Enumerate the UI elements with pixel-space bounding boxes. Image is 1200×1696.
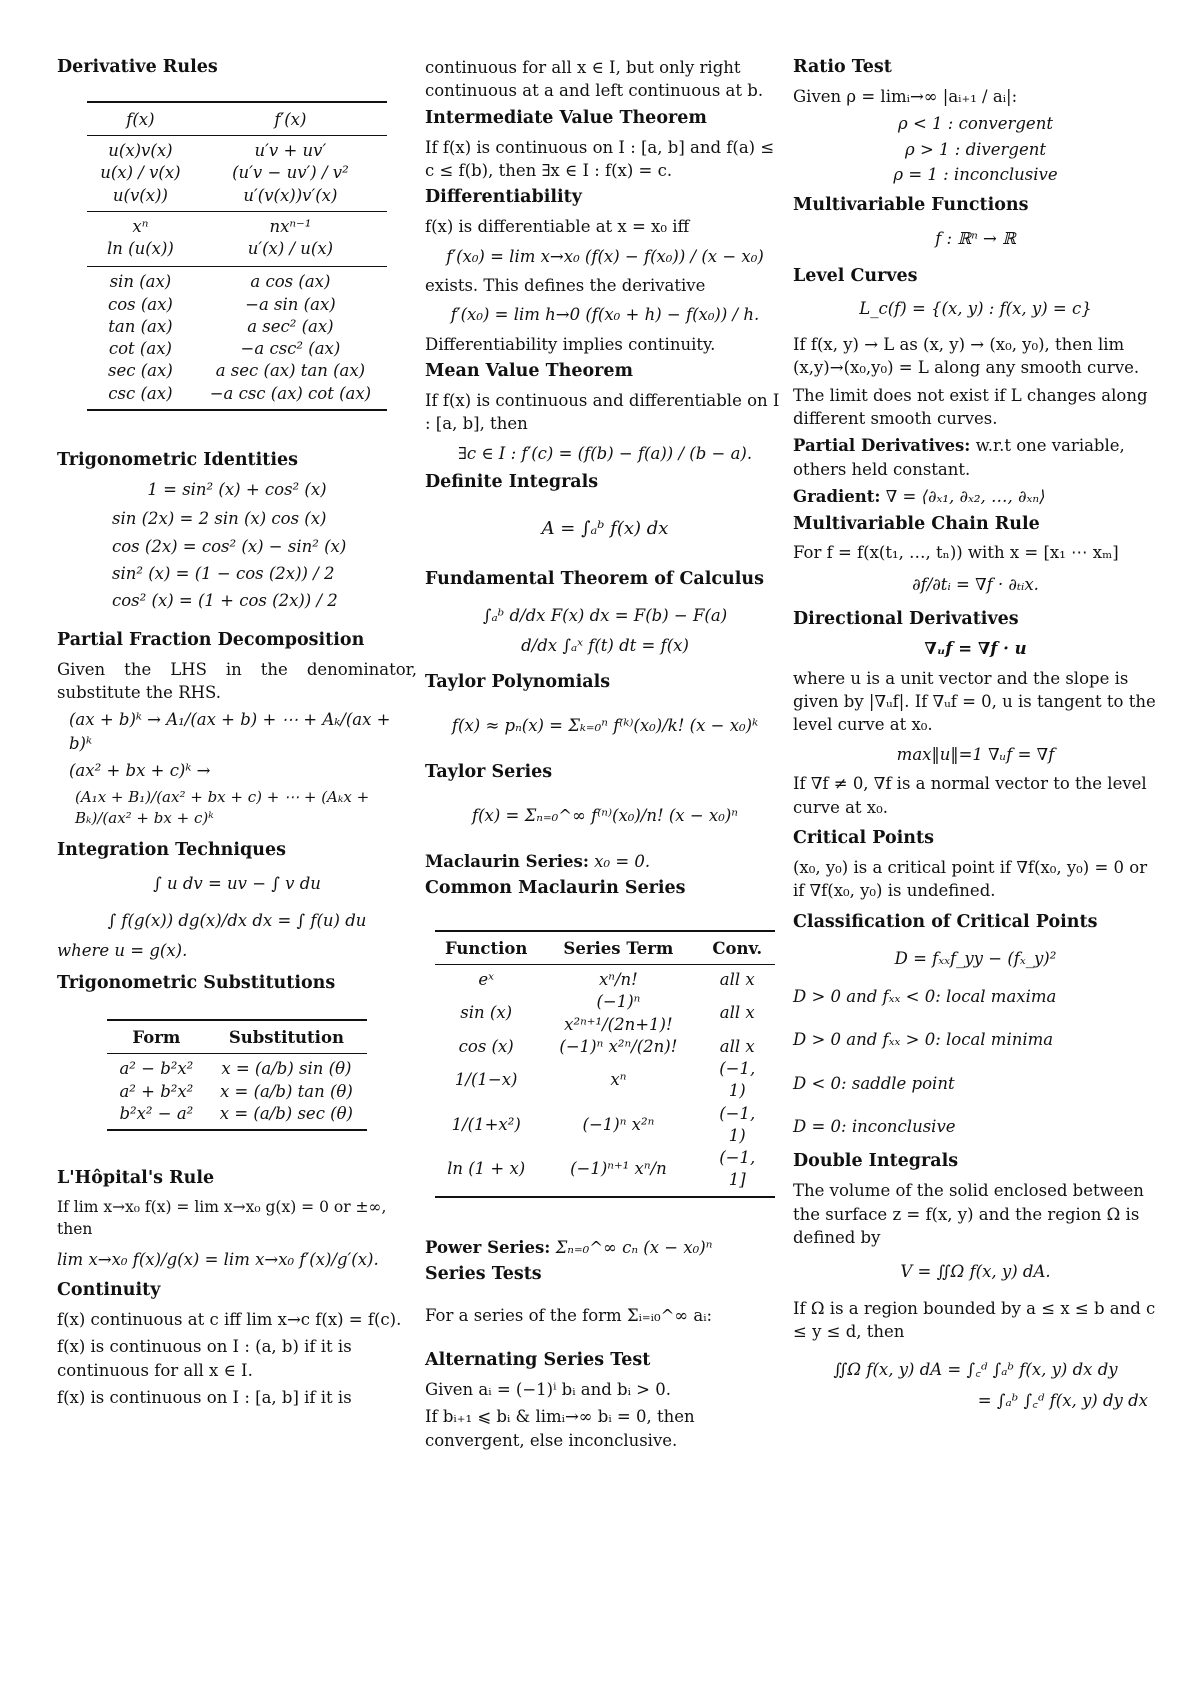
- table-cell: x = (a/b) sin (θ): [221, 1059, 352, 1079]
- trig-sub-table: [107, 1019, 367, 1131]
- table-cell: xⁿ: [610, 1070, 627, 1090]
- table-cell: a sec² (ax): [247, 316, 334, 336]
- ratio-case: ρ = 1 : inconclusive: [893, 165, 1058, 185]
- table-row: [107, 1103, 367, 1130]
- table-row: [87, 267, 387, 294]
- partial-fraction-text: Given the LHS in the denominator, substitute the RHS.: [57, 659, 417, 702]
- section-title-taylor-poly: Taylor Polynomials: [425, 672, 611, 693]
- chain-text: For f = f(x(t₁, …, tₙ)) with x = [x₁ ⋯ xₘ]: [793, 543, 1119, 563]
- level-text: The limit does not exist if L changes along different smooth curves.: [793, 385, 1148, 429]
- maclaurin-label: Maclaurin Series:: [425, 851, 589, 871]
- table-cell: sin (x): [460, 1003, 513, 1023]
- classification-case: D < 0: saddle point: [793, 1073, 955, 1093]
- section-title-derivative-rules: Derivative Rules: [57, 57, 218, 77]
- classification-equation: D = fₓₓf_yy − (fₓ_y)²: [894, 949, 1057, 969]
- table-cell: u′(x) / u(x): [247, 239, 334, 259]
- table-row: [87, 238, 387, 267]
- table-row: [435, 964, 775, 991]
- trig-identity-equation: cos (2x) = cos² (x) − sin² (x): [112, 536, 347, 556]
- table-cell: −a csc (ax) cot (ax): [209, 383, 372, 403]
- classification-case: D > 0 and fₓₓ > 0: local minima: [793, 1030, 1054, 1050]
- table-row: [435, 1058, 775, 1103]
- table-cell: cos (x): [458, 1036, 514, 1056]
- table-row: [87, 162, 387, 184]
- mvt-text: If f(x) is continuous and differentiable on I : [a, b], then: [425, 391, 780, 434]
- table-cell: (u′v − uv′) / v²: [232, 163, 349, 183]
- column-3: [793, 56, 1158, 1419]
- section-title-definite: Definite Integrals: [425, 472, 599, 493]
- section-title-classification: Classification of Critical Points: [793, 911, 1098, 932]
- table-header-cell: Form: [132, 1028, 181, 1048]
- table-row: [107, 1081, 367, 1103]
- table-row: [87, 136, 387, 163]
- table-cell: nxⁿ⁻¹: [269, 216, 312, 236]
- taylor-polynomial-equation: f(x) ≈ pₙ(x) = Σₖ₌₀ⁿ f⁽ᵏ⁾(x₀)/k! (x − x₀)ᵏ: [451, 715, 759, 735]
- section-title-taylor-series: Taylor Series: [425, 762, 553, 783]
- differentiability-text: exists. This defines the derivative: [425, 276, 706, 296]
- section-title-ftc: Fundamental Theorem of Calculus: [425, 568, 765, 589]
- table-row: [87, 185, 387, 212]
- table-cell: u(x) / v(x): [100, 163, 181, 183]
- multivar-equation: f : ℝⁿ → ℝ: [935, 229, 1016, 249]
- table-cell: eˣ: [478, 969, 494, 989]
- table-row: [435, 1036, 775, 1058]
- double-text: If Ω is a region bounded by a ≤ x ≤ b and c ≤ y ≤ d, then: [793, 1298, 1156, 1342]
- table-cell: ln (u(x)): [106, 239, 174, 259]
- partial-line: [793, 434, 1158, 481]
- directional-text: where u is a unit vector and the slope is given by |∇ᵤf|. If ∇ᵤf = 0, u is tangent to the level curve at x₀.: [793, 668, 1156, 735]
- table-cell: xⁿ/n!: [598, 969, 638, 989]
- table-cell: b²x² − a²: [119, 1103, 194, 1123]
- table-row: [435, 991, 775, 1036]
- table-cell: a sec (ax) tan (ax): [215, 361, 366, 381]
- double-text: The volume of the solid enclosed between the surface z = f(x, y) and the region Ω is defined by: [793, 1181, 1144, 1248]
- gradient-line: [793, 485, 1158, 508]
- table-cell: all x: [719, 1003, 755, 1023]
- power-series-eq: Σₙ₌₀^∞ cₙ (x − x₀)ⁿ: [555, 1237, 713, 1257]
- partial-text: w.r.t one variable, others held constant.: [793, 436, 1125, 479]
- maclaurin-line: [425, 850, 785, 873]
- partial-label: Partial Derivatives:: [793, 436, 971, 456]
- classification-case: D = 0: inconclusive: [793, 1117, 956, 1137]
- table-cell: (−1)ⁿ x²ⁿ⁺¹/(2n+1)!: [564, 992, 673, 1034]
- maclaurin-table: [435, 930, 775, 1198]
- table-cell: (−1)ⁿ x²ⁿ: [582, 1114, 655, 1134]
- table-cell: a² − b²x²: [119, 1059, 194, 1079]
- section-title-alt-series: Alternating Series Test: [425, 1350, 651, 1371]
- ratio-case: ρ < 1 : convergent: [898, 114, 1053, 134]
- alt-series-text: If bᵢ₊₁ ⩽ bᵢ & limᵢ→∞ bᵢ = 0, then convergent, else inconclusive.: [425, 1407, 695, 1450]
- table-cell: u(x)v(x): [108, 141, 173, 161]
- integration-by-parts: ∫ u dv = uv − ∫ v du: [153, 874, 321, 893]
- continuity-continued: continuous for all x ∈ I, but only right continuous at a and left continuous at b.: [425, 58, 764, 101]
- double-integral-equation: = ∫ₐᵇ ∫꜀ᵈ f(x, y) dy dx: [977, 1391, 1148, 1411]
- continuity-line: f(x) is continuous on I : (a, b) if it is continuous for all x ∈ I.: [57, 1337, 352, 1380]
- definite-integral-equation: A = ∫ₐᵇ f(x) dx: [541, 518, 669, 540]
- gradient-eq: ∇ = ⟨∂ₓ₁, ∂ₓ₂, …, ∂ₓₙ⟩: [885, 487, 1046, 507]
- ftc-equation: d/dx ∫ₐˣ f(t) dt = f(x): [521, 635, 689, 655]
- trig-identity-equation: sin (2x) = 2 sin (x) cos (x): [112, 509, 327, 529]
- table-header-cell: Series Term: [563, 938, 674, 958]
- table-cell: (−1, 1): [719, 1103, 756, 1145]
- table-cell: 1/(1−x): [454, 1070, 518, 1090]
- table-cell: sec (ax): [108, 361, 173, 381]
- derivative-definition: f′(x₀) = lim x→x₀ (f(x) − f(x₀)) / (x − x₀): [446, 246, 764, 266]
- table-row: [87, 383, 387, 410]
- differentiability-text: Differentiability implies continuity.: [425, 334, 716, 354]
- level-text: If f(x, y) → L as (x, y) → (x₀, y₀), then lim (x,y)→(x₀,y₀) = L along any smooth curve.: [793, 334, 1140, 378]
- table-cell: tan (ax): [108, 316, 173, 336]
- double-integral-equation: ∬Ω f(x, y) dA = ∫꜀ᵈ ∫ₐᵇ f(x, y) dx dy: [833, 1359, 1118, 1379]
- table-header-cell: f′(x): [274, 109, 307, 129]
- table-cell: (−1)ⁿ x²ⁿ/(2n)!: [559, 1036, 678, 1056]
- table-cell: −a csc² (ax): [240, 339, 341, 359]
- table-header-cell: Substitution: [228, 1028, 344, 1048]
- power-series-line: [425, 1236, 785, 1259]
- table-cell: u′v + uv′: [254, 141, 327, 161]
- maclaurin-eq: x₀ = 0.: [594, 851, 651, 871]
- table-cell: ln (1 + x): [447, 1159, 526, 1179]
- directional-text: If ∇f ≠ 0, ∇f is a normal vector to the level curve at x₀.: [793, 774, 1147, 817]
- partial-fraction-equation: (A₁x + B₁)/(ax² + bx + c) + ⋯ + (Aₖx + Bₖ)/(ax² + bx + c)ᵏ: [75, 787, 370, 827]
- section-title-integration: Integration Techniques: [57, 840, 286, 861]
- table-cell: a² + b²x²: [119, 1081, 194, 1101]
- gradient-label: Gradient:: [793, 487, 881, 507]
- differentiability-text: f(x) is differentiable at x = x₀ iff: [425, 217, 690, 237]
- table-cell: cos (ax): [107, 294, 173, 314]
- section-title-differentiability: Differentiability: [425, 187, 582, 208]
- column-1: [57, 56, 417, 1414]
- section-title-double: Double Integrals: [793, 1151, 959, 1172]
- section-title-trig-sub: Trigonometric Substitutions: [57, 973, 336, 994]
- section-title-mvt: Mean Value Theorem: [425, 361, 633, 382]
- table-cell: all x: [719, 969, 755, 989]
- partial-fraction-equation: (ax + b)ᵏ → A₁/(ax + b) + ⋯ + Aₖ/(ax + b)ᵏ: [69, 710, 391, 753]
- section-title-trig-identities: Trigonometric Identities: [57, 449, 299, 470]
- section-title-series-tests: Series Tests: [425, 1264, 542, 1285]
- table-header-row: [435, 931, 775, 965]
- section-title-partial-fraction: Partial Fraction Decomposition: [57, 629, 365, 650]
- section-title-multivar: Multivariable Functions: [793, 195, 1029, 216]
- power-series-label: Power Series:: [425, 1237, 551, 1257]
- column-2: [425, 56, 785, 1456]
- partial-fraction-equation: (ax² + bx + c)ᵏ →: [69, 761, 211, 781]
- section-title-level: Level Curves: [793, 265, 918, 286]
- section-title-directional: Directional Derivatives: [793, 609, 1019, 630]
- table-row: [435, 1103, 775, 1148]
- section-title-critical: Critical Points: [793, 828, 934, 849]
- section-title-common-maclaurin: Common Maclaurin Series: [425, 877, 686, 898]
- table-cell: a cos (ax): [250, 272, 331, 292]
- lhopital-condition: If lim x→x₀ f(x) = lim x→x₀ g(x) = 0 or ±∞, then: [57, 1197, 387, 1238]
- table-header-cell: Function: [445, 938, 528, 958]
- table-cell: x = (a/b) sec (θ): [219, 1103, 353, 1123]
- table-cell: all x: [719, 1036, 755, 1056]
- ratio-text: Given ρ = limᵢ→∞ |aᵢ₊₁ / aᵢ|:: [793, 86, 1018, 106]
- table-header-cell: Conv.: [712, 938, 763, 958]
- taylor-series-equation: f(x) = Σₙ₌₀^∞ f⁽ⁿ⁾(x₀)/n! (x − x₀)ⁿ: [472, 806, 738, 826]
- series-tests-text: For a series of the form Σᵢ₌ᵢ₀^∞ aᵢ:: [425, 1305, 713, 1325]
- directional-max: max‖u‖=1 ∇ᵤf = ∇f: [896, 744, 1055, 764]
- critical-text: (x₀, y₀) is a critical point if ∇f(x₀, y₀) = 0 or if ∇f(x₀, y₀) is undefined.: [793, 857, 1148, 901]
- table-cell: 1/(1+x²): [451, 1114, 521, 1134]
- trig-identity-equation: cos² (x) = (1 + cos (2x)) / 2: [112, 591, 338, 611]
- table-row: [107, 1054, 367, 1081]
- section-title-ratio: Ratio Test: [793, 57, 892, 77]
- table-cell: cot (ax): [108, 339, 172, 359]
- trig-identity-equation: 1 = sin² (x) + cos² (x): [147, 479, 327, 499]
- table-header-row: [87, 102, 387, 136]
- table-cell: u′(v(x))v′(x): [243, 185, 338, 205]
- table-cell: (−1, 1]: [719, 1148, 756, 1190]
- table-cell: csc (ax): [108, 383, 173, 403]
- derivative-definition-h: f′(x₀) = lim h→0 (f(x₀ + h) − f(x₀)) / h.: [450, 305, 760, 325]
- table-cell: xⁿ: [132, 216, 149, 236]
- chain-equation: ∂f/∂tᵢ = ∇f · ∂ₜᵢx.: [912, 574, 1039, 594]
- table-row: [87, 294, 387, 316]
- ratio-case: ρ > 1 : divergent: [905, 139, 1046, 159]
- derivative-rules-table: [87, 101, 387, 411]
- table-row: [87, 338, 387, 360]
- mvt-equation: ∃c ∈ I : f′(c) = (f(b) − f(a)) / (b − a).: [457, 443, 753, 463]
- table-row: [435, 1147, 775, 1197]
- directional-equation: ∇ᵤf = ∇f · u: [924, 639, 1027, 659]
- table-row: [87, 360, 387, 382]
- lhopital-equation: lim x→x₀ f(x)/g(x) = lim x→x₀ f′(x)/g′(x).: [57, 1249, 379, 1269]
- table-cell: (−1, 1): [719, 1059, 756, 1101]
- table-row: [87, 211, 387, 238]
- table-cell: sin (ax): [109, 272, 172, 292]
- integration-note: where u = g(x).: [57, 940, 188, 960]
- alt-series-text: Given aᵢ = (−1)ⁱ bᵢ and bᵢ > 0.: [425, 1379, 671, 1399]
- table-cell: u(v(x)): [112, 185, 168, 205]
- trig-identity-equation: sin² (x) = (1 − cos (2x)) / 2: [112, 563, 335, 583]
- table-cell: x = (a/b) tan (θ): [219, 1081, 353, 1101]
- continuity-line: f(x) is continuous on I : [a, b] if it is: [57, 1388, 352, 1408]
- u-substitution: ∫ f(g(x)) dg(x)/dx dx = ∫ f(u) du: [107, 911, 367, 931]
- section-title-lhopital: L'Hôpital's Rule: [57, 1168, 215, 1189]
- table-cell: −a sin (ax): [245, 294, 336, 314]
- section-title-chain: Multivariable Chain Rule: [793, 513, 1040, 534]
- section-title-continuity: Continuity: [57, 1280, 161, 1301]
- classification-case: D > 0 and fₓₓ < 0: local maxima: [793, 986, 1057, 1006]
- continuity-line: f(x) continuous at c iff lim x→c f(x) = f(c).: [57, 1310, 402, 1329]
- section-title-ivt: Intermediate Value Theorem: [425, 107, 707, 128]
- double-volume-equation: V = ∬Ω f(x, y) dA.: [900, 1261, 1051, 1281]
- level-curve-equation: L_c(f) = {(x, y) : f(x, y) = c}: [859, 299, 1092, 319]
- ftc-equation: ∫ₐᵇ d/dx F(x) dx = F(b) − F(a): [482, 606, 728, 626]
- table-cell: (−1)ⁿ⁺¹ xⁿ/n: [570, 1159, 667, 1179]
- ivt-text: If f(x) is continuous on I : [a, b] and f(a) ≤ c ≤ f(b), then ∃x ∈ I : f(x) = c.: [425, 137, 775, 181]
- table-header-cell: f(x): [126, 109, 155, 129]
- table-header-row: [107, 1020, 367, 1054]
- table-row: [87, 316, 387, 338]
